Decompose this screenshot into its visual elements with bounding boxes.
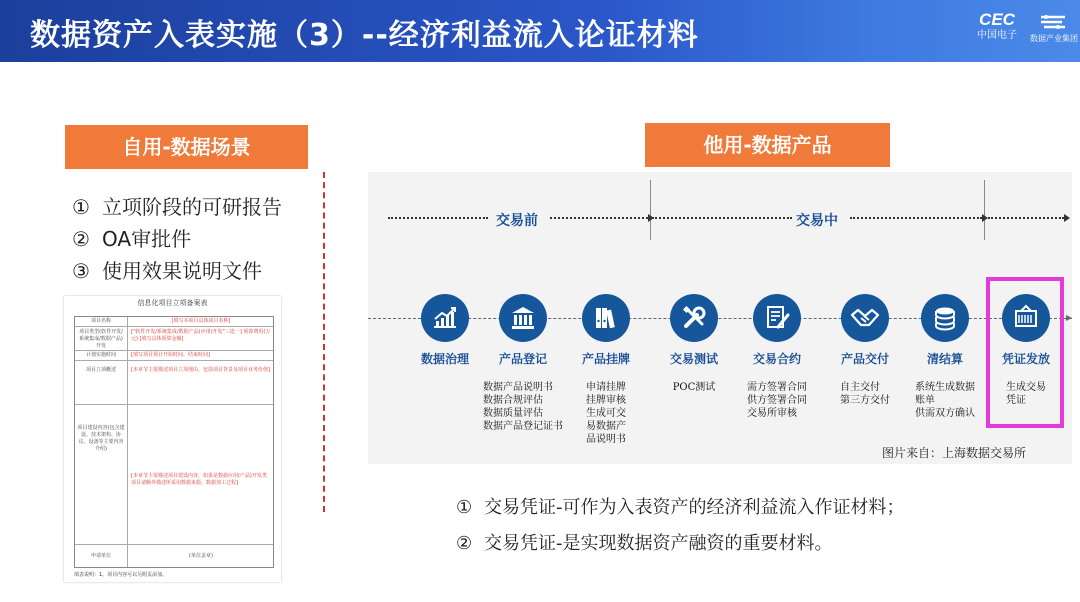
section-divider	[323, 172, 325, 512]
data-industry-logo-icon	[1038, 11, 1068, 33]
voucher-notes	[456, 490, 905, 562]
phase-label-in-trade: 交易中	[796, 213, 838, 229]
trading-process-diagram	[368, 172, 1072, 464]
step-label: 交易合约	[752, 352, 801, 366]
step-clearing-settlement	[900, 294, 990, 420]
step-details: 生成交易 凭证	[1006, 382, 1046, 406]
form-footnote: 填表说明：1、项目内容可以另附页添加。	[74, 572, 168, 578]
step-label: 产品挂牌	[581, 352, 630, 366]
cec-logo-text: CEC	[979, 10, 1015, 29]
step-label: 清结算	[926, 352, 963, 366]
step-details: 系统生成数据 账单 供需双方确认	[915, 382, 975, 419]
phase-separator	[650, 180, 651, 240]
voucher-highlight-box	[986, 277, 1064, 428]
self-use-materials-list	[72, 191, 282, 287]
step-product-registration	[478, 294, 568, 433]
step-details: 申请挂牌 挂牌审核 生成可交 易数据产 品说明书	[586, 382, 626, 445]
tools-icon	[670, 294, 718, 342]
step-label: 数据治理	[420, 352, 469, 366]
step-details: 数据产品说明书 数据合规评估 数据质量评估 数据产品登记证书	[483, 382, 563, 432]
phase-line	[850, 217, 982, 219]
step-details: 自主交付 第三方交付	[840, 382, 890, 406]
phase-separator	[984, 180, 985, 240]
image-source-caption: 图片来自：上海数据交易所	[882, 446, 1027, 460]
table-row: 项目名称 [填写本项目具体项目名称]	[75, 317, 273, 327]
phase-line	[652, 217, 792, 219]
contract-sign-icon	[753, 294, 801, 342]
building-columns-icon	[499, 294, 547, 342]
list-item: ① 立项阶段的可研报告	[72, 195, 282, 219]
cec-logo	[972, 11, 1022, 43]
table-row: 项目立项概述 [本章节主要描述项目立项理由，包括项目背景及项目业务价值]	[75, 361, 273, 405]
phase-line	[388, 217, 488, 219]
external-use-banner: 他用-数据产品	[645, 123, 890, 167]
step-trade-testing	[649, 294, 739, 394]
data-industry-logo-subtitle: 数据产业集团	[1030, 34, 1078, 43]
phase-label-pre-trade: 交易前	[496, 213, 538, 229]
step-product-delivery	[820, 294, 910, 407]
phase-line	[988, 217, 1064, 219]
form-title: 信息化项目立项备案表	[137, 299, 208, 307]
step-data-governance	[400, 294, 490, 367]
data-industry-logo	[1030, 11, 1076, 45]
step-details: 需方签署合同 供方签署合同 交易所审核	[747, 382, 807, 419]
list-item: ① 交易凭证-可作为入表资产的经济利益流入作证材料；	[456, 497, 905, 518]
chart-growth-icon	[421, 294, 469, 342]
step-product-listing	[561, 294, 651, 446]
page-title: 数据资产入表实施（3）--经济利益流入论证材料	[30, 18, 699, 53]
step-label: 产品登记	[498, 352, 547, 366]
step-trade-contract	[732, 294, 822, 420]
step-label: 凭证发放	[1001, 352, 1050, 366]
list-item: ② 交易凭证-是实现数据资产融资的重要材料。	[456, 533, 833, 554]
project-filing-form-thumbnail	[64, 296, 281, 582]
list-item: ③ 使用效果说明文件	[72, 259, 262, 283]
step-label: 产品交付	[840, 352, 889, 366]
table-row: 申请单位 (单位盖章)	[90, 553, 213, 559]
phase-line	[550, 217, 648, 219]
handshake-icon	[841, 294, 889, 342]
header-bar	[0, 0, 1080, 62]
self-use-banner: 自用-数据场景	[65, 125, 308, 169]
list-item: ② OA审批件	[72, 227, 192, 251]
form-table	[74, 316, 274, 568]
table-row: 项目建设内容(包含建设、技术架构、协议、设备等主要内容介绍) [本章节主要描述项目建设内容，如果是数据应用(产品)开发类项目请额外描述所采用数据来源，数据加工过程]	[75, 405, 273, 545]
step-label: 交易测试	[669, 352, 718, 366]
coins-stack-icon	[921, 294, 969, 342]
table-row: 计划实施时间 [填写项目预计开始时间、结束时间]	[75, 351, 273, 361]
binders-icon	[582, 294, 630, 342]
table-row: 项目类型(软件开发/系统集成/数据产品)开发 ["软件开发/系统集成/数据产品(应用)开发"三选一] 预算费用(万元) [填写具体预算金额]	[75, 327, 273, 351]
step-details: POC测试	[672, 382, 716, 393]
cec-logo-subtitle: 中国电子	[977, 30, 1017, 41]
